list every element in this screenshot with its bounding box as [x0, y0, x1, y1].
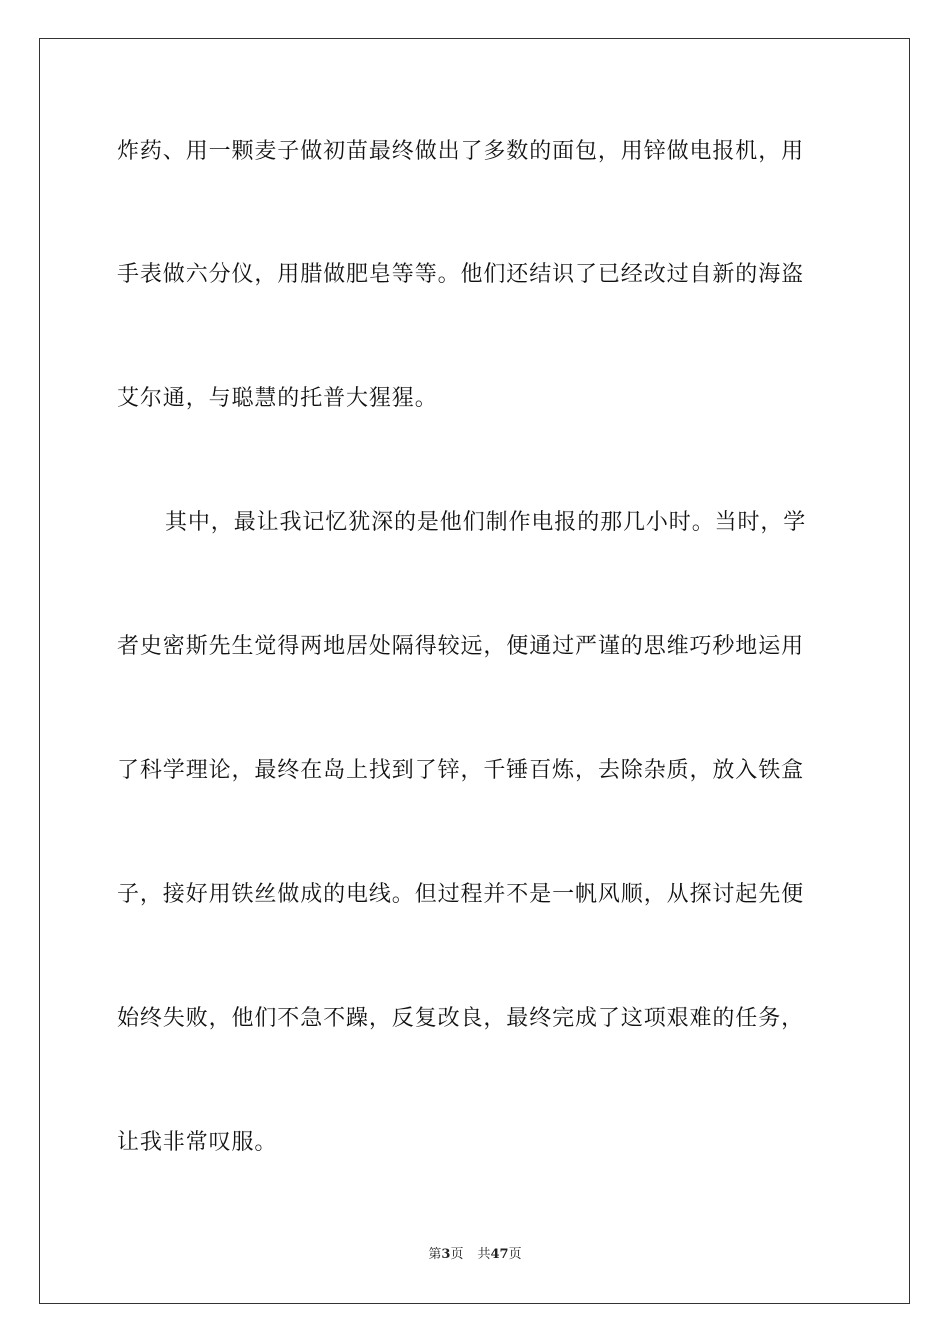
- page-number: 3: [441, 1247, 451, 1262]
- page-border: [39, 38, 910, 1304]
- text-line-8: 始终失败，他们不急不躁，反复改良，最终完成了这项艰难的任务，: [117, 1006, 805, 1031]
- total-suffix: 页: [508, 1247, 522, 1262]
- text-line-5: 者史密斯先生觉得两地居处隔得较远，便通过严谨的思维巧秒地运用: [117, 634, 805, 659]
- text-line-1: 炸药、用一颗麦子做初苗最终做出了多数的面包，用锌做电报机，用: [117, 139, 805, 164]
- page-footer: [0, 1246, 950, 1264]
- page-prefix: 第: [428, 1247, 442, 1262]
- text-line-9: 让我非常叹服。: [117, 1130, 278, 1155]
- total-prefix: 共: [477, 1247, 491, 1262]
- text-line-3: 艾尔通，与聪慧的托普大猩猩。: [117, 386, 438, 411]
- text-line-2: 手表做六分仪，用腊做肥皂等等。他们还结识了已经改过自新的海盗: [117, 262, 805, 287]
- total-pages: 47: [490, 1247, 509, 1262]
- text-line-4: 其中，最让我记忆犹深的是他们制作电报的那几小时。当时，学: [165, 510, 807, 535]
- page-suffix: 页: [450, 1247, 464, 1262]
- text-line-7: 子，接好用铁丝做成的电线。但过程并不是一帆风顺，从探讨起先便: [117, 882, 805, 907]
- text-line-6: 了科学理论，最终在岛上找到了锌，千锤百炼，去除杂质，放入铁盒: [117, 758, 805, 783]
